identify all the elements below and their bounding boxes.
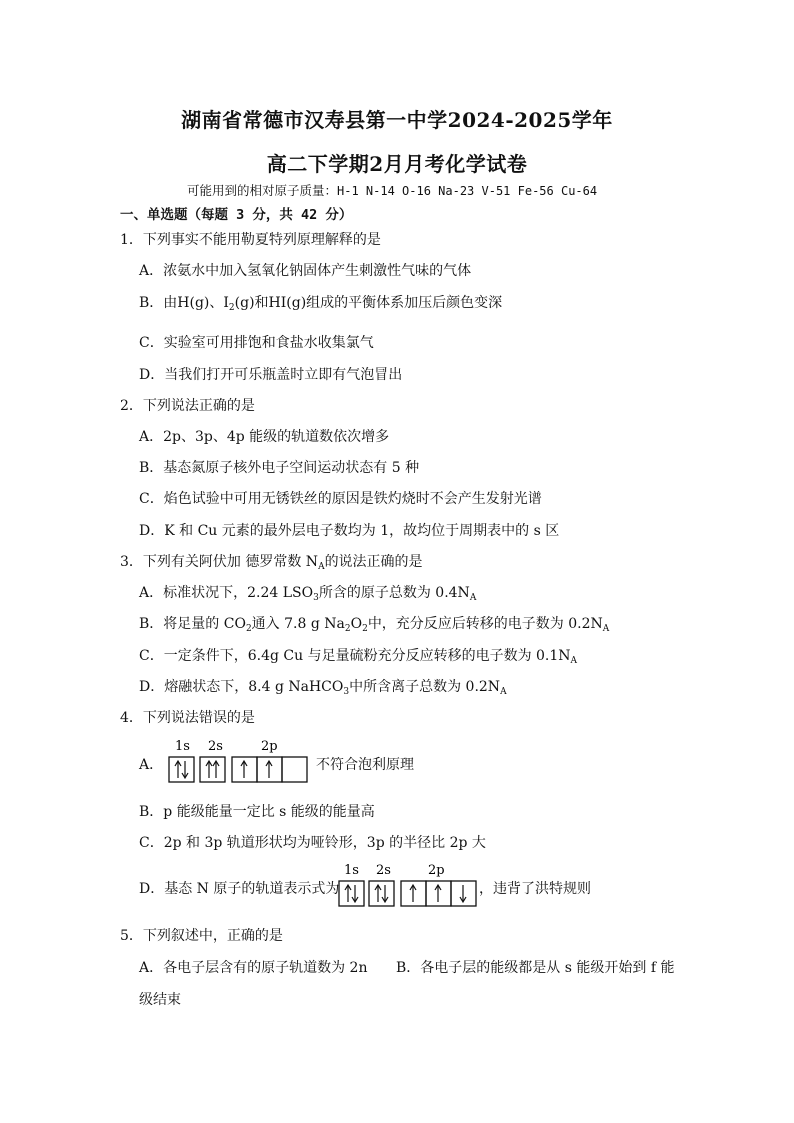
q4-stem: 4．下列说法错误的是	[120, 710, 255, 726]
q4-d-orbital-svg	[338, 860, 483, 910]
q4-option-a-text: 不符合泡利原理	[316, 757, 414, 773]
q3-d-sub: 3	[343, 687, 350, 697]
q4-a-box-1s	[169, 757, 194, 782]
q4-a-orbital-svg	[168, 736, 318, 786]
q5-option-b-line1: B．各电子层的能级都是从 s 能级开始到 f 能	[396, 960, 675, 976]
q3-d-mid: 中所含离子总数为 0.2N	[349, 679, 501, 695]
q4-d-label-2s: 2s	[376, 863, 391, 878]
q2-option-a: A．2p、3p、4p 能级的轨道数依次增多	[139, 429, 390, 445]
q4-a-box-2p-3	[282, 757, 307, 782]
q1-option-a: A．浓氨水中加入氢氧化钠固体产生刺激性气味的气体	[139, 263, 472, 279]
atomic-mass-label: 可能用到的相对原子质量：	[187, 183, 338, 198]
q5-option-a: A．各电子层含有的原子轨道数为 2n	[139, 960, 368, 976]
q1-option-c: C．实验室可用排饱和食盐水收集氯气	[139, 335, 374, 351]
q4-d-orbital-diagram	[338, 860, 483, 910]
q3-a-pre: A．标准状况下，2.24 LSO	[139, 585, 314, 601]
q2-option-c: C．焰色试验中可用无锈铁丝的原因是铁灼烧时不会产生发射光谱	[139, 491, 542, 507]
q3-stem-pre: 3．下列有关阿伏加 德罗常数 N	[120, 554, 319, 570]
q4-a-label-2s: 2s	[208, 739, 223, 754]
q1-b-pre: B．由H(g)、I	[139, 295, 229, 311]
q4-d-label-2p: 2p	[428, 863, 445, 878]
q5-stem: 5．下列叙述中，正确的是	[120, 928, 283, 944]
section-label: 一、单选题（每题	[120, 207, 228, 223]
q4-a-label-1s: 1s	[175, 739, 190, 754]
atomic-mass-note	[187, 181, 597, 199]
q3-a-sub2: A	[469, 593, 477, 603]
atomic-mass-values: H-1 N-14 O-16 Na-23 V-51 Fe-56 Cu-64	[337, 184, 598, 198]
q3-a-sub: 3	[313, 593, 319, 603]
title-line-1: 湖南省常德市汉寿县第一中学2024-2025学年	[181, 108, 613, 132]
q3-b-sub2: 2	[344, 624, 351, 634]
q1-option-d: D．当我们打开可乐瓶盖时立即有气泡冒出	[139, 367, 403, 383]
q4-d-box-1s	[339, 881, 364, 906]
q4-a-label-2p: 2p	[261, 739, 278, 754]
q2-option-d: D．K 和 Cu 元素的最外层电子数均为 1，故均位于周期表中的 s 区	[139, 523, 560, 539]
q3-stem-sub: A	[318, 562, 325, 572]
q4-option-d-label: D．基态 N 原子的轨道表示式为	[139, 881, 340, 897]
q3-c-pre: C．一定条件下，6.4g Cu 与足量硫粉充分反应转移的电子数为 0.1N	[139, 648, 571, 664]
q4-a-box-2s	[200, 757, 225, 782]
q4-a-orbital-diagram	[168, 736, 318, 786]
q4-option-d-text: ，违背了洪特规则	[479, 881, 591, 897]
q4-option-a-label: A．	[139, 757, 164, 773]
q1-option-b	[139, 292, 502, 312]
q2-stem: 2．下列说法正确的是	[120, 398, 255, 414]
q3-stem-post: 的说法正确的是	[324, 554, 423, 570]
q3-option-c	[139, 645, 577, 665]
q3-option-b	[139, 613, 609, 633]
q3-d-sub2: A	[500, 687, 507, 697]
q1-b-sub: 2	[228, 303, 235, 313]
q4-option-b: B．p 能级能量一定比 s 能级的能量高	[139, 804, 375, 820]
q3-a-mid: 所含的原子总数为 0.4N	[318, 585, 470, 601]
q3-b-sub3: 2	[362, 624, 368, 634]
q4-option-c: C．2p 和 3p 轨道形状均为哑铃形，3p 的半径比 2p 大	[139, 835, 486, 851]
q3-d-pre: D．熔融状态下，8.4 g NaHCO	[139, 679, 344, 695]
q4-d-label-1s: 1s	[344, 863, 359, 878]
q3-b-mid3: 中，充分反应后转移的电子数为 0.2N	[367, 616, 603, 632]
q3-option-d	[139, 676, 507, 696]
title-line-2: 高二下学期2月月考化学试卷	[266, 152, 528, 176]
q3-b-sub: 2	[245, 624, 252, 634]
section-points: 3 分，共 42 分）	[228, 207, 353, 223]
q3-c-sub: A	[570, 656, 578, 666]
q3-option-a	[139, 582, 476, 602]
q3-b-sub4: A	[602, 624, 610, 634]
q3-b-mid: 通入 7.8 g Na	[251, 616, 345, 632]
q3-stem	[120, 551, 423, 571]
q3-b-mid2: O	[350, 616, 363, 632]
section-heading	[120, 203, 352, 223]
q5-option-b-line2: 级结束	[139, 992, 181, 1008]
q1-b-post: (g)和HI(g)组成的平衡体系加压后颜色变深	[234, 295, 503, 311]
q3-b-pre: B．将足量的 CO	[139, 616, 246, 632]
q1-stem: 1．下列事实不能用勒夏特列原理解释的是	[120, 232, 381, 248]
q4-d-box-2s	[369, 881, 394, 906]
q2-option-b: B．基态氮原子核外电子空间运动状态有 5 种	[139, 460, 420, 476]
